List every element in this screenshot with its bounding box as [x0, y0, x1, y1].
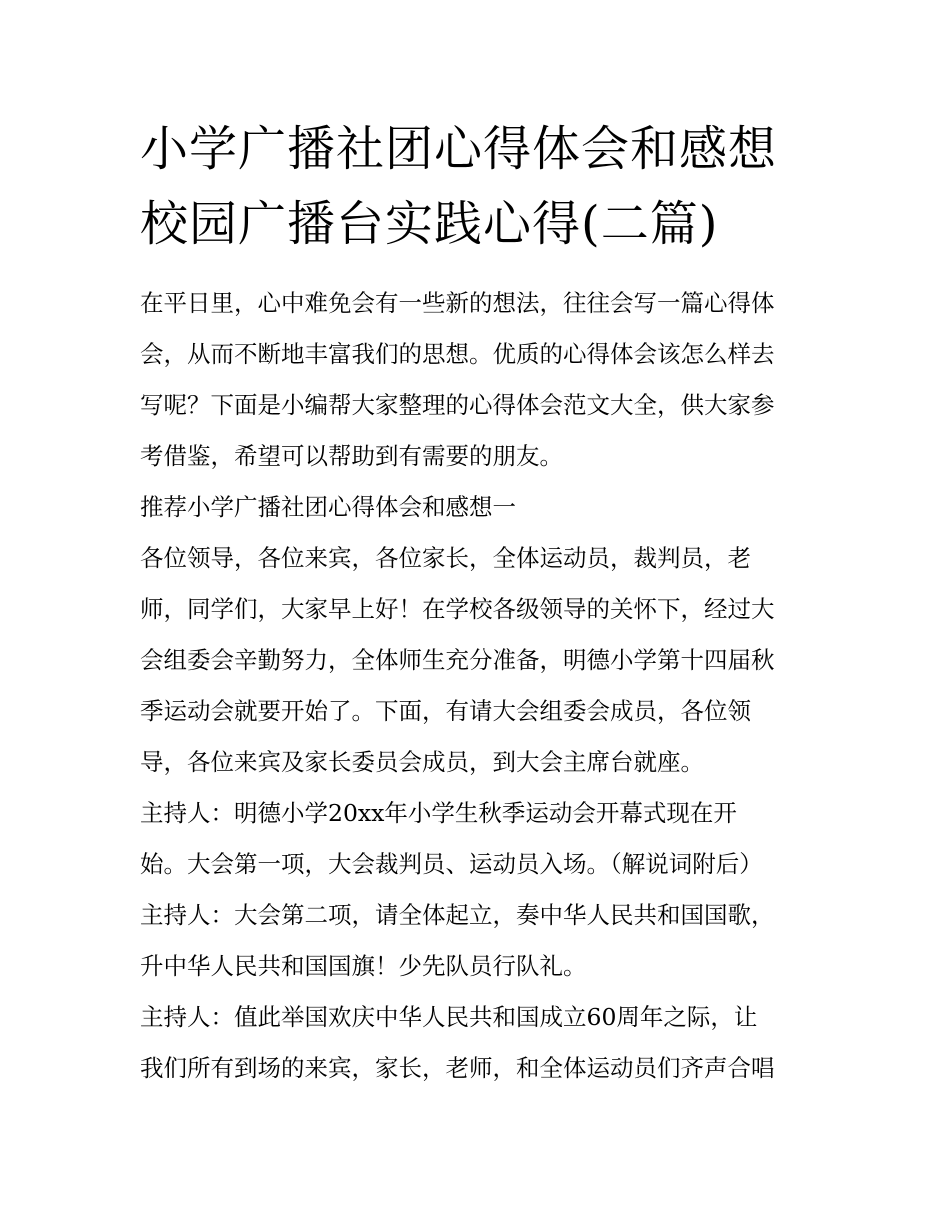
body-line: 师，同学们，大家早上好！在学校各级领导的关怀下，经过大: [140, 595, 775, 623]
section-heading: 推荐小学广播社团心得体会和感想一: [140, 493, 516, 521]
body-line: 主持人：值此举国欢庆中华人民共和国成立60周年之际，让: [140, 1003, 758, 1031]
body-line: 升中华人民共和国国旗！少先队员行队礼。: [140, 952, 587, 980]
body-line: 我们所有到场的来宾，家长，老师，和全体运动员们齐声合唱: [140, 1054, 775, 1082]
title-line: 校园广播台实践心得(二篇): [140, 196, 719, 252]
body-line: 导，各位来宾及家长委员会成员，到大会主席台就座。: [140, 748, 704, 776]
body-line: 主持人：明德小学20xx年小学生秋季运动会开幕式现在开: [140, 799, 737, 827]
body-line: 会，从而不断地丰富我们的思想。优质的心得体会该怎么样去: [140, 340, 775, 368]
body-line: 主持人：大会第二项，请全体起立，奏中华人民共和国国歌，: [140, 901, 775, 929]
body-line: 始。大会第一项，大会裁判员、运动员入场。（解说词附后）: [140, 850, 763, 878]
body-line: 写呢？下面是小编帮大家整理的心得体会范文大全，供大家参: [140, 391, 775, 419]
body-line: 考借鉴，希望可以帮助到有需要的朋友。: [140, 442, 563, 470]
body-line: 各位领导，各位来宾，各位家长，全体运动员，裁判员，老: [140, 544, 751, 572]
document-title: [140, 112, 840, 262]
body-line: 会组委会辛勤努力，全体师生充分准备，明德小学第十四届秋: [140, 646, 775, 674]
body-line: 季运动会就要开始了。下面，有请大会组委会成员，各位领: [140, 697, 751, 725]
title-line: 小学广播社团心得体会和感想: [140, 121, 778, 177]
body-line: 在平日里，心中难免会有一些新的想法，往往会写一篇心得体: [140, 289, 775, 317]
document-body: [140, 278, 830, 1094]
